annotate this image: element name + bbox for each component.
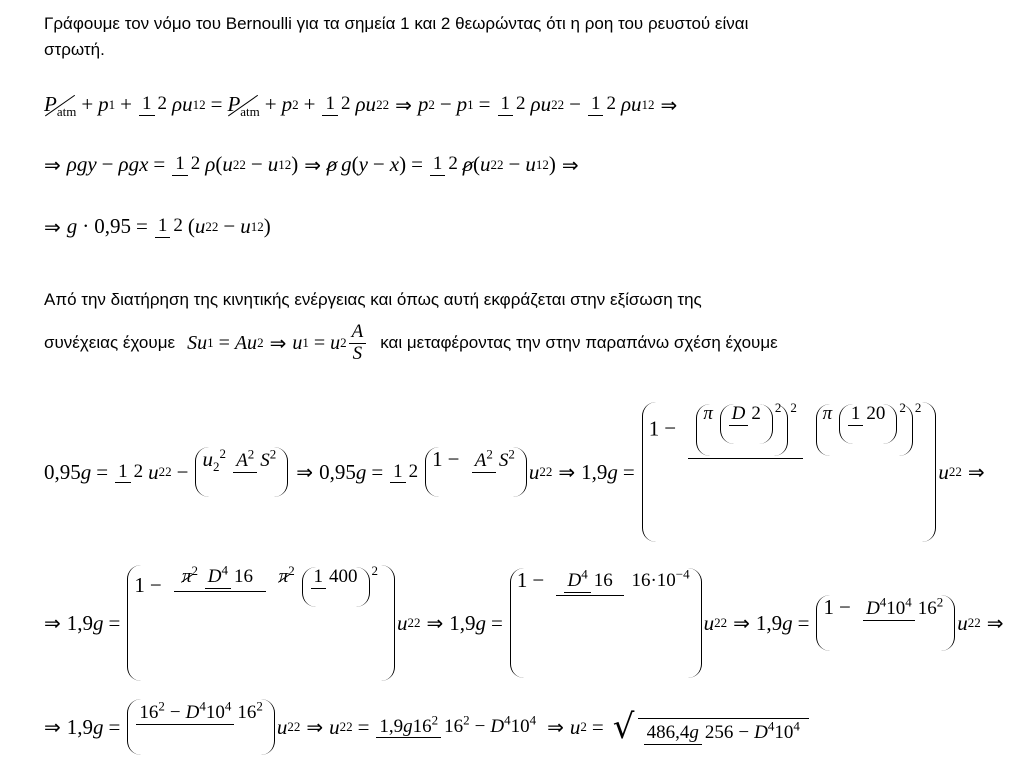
- derivation-line-5: ⇒ 1,9 g = $1 - \pi^2$ $D^4$ 16 $\pi^2$ 1 400 $^2$ u 2 2 ⇒ 1,9 g = $1 - D^4$ 16 $16\cdot 10^{-4}$ u 2 2 ⇒ 1,9 g = $1 - D^410^4$ $16^2$ u 2 2 ⇒: [44, 562, 1010, 684]
- derivation-line-6: ⇒ 1,9 g = $16^2 - D^410^4$ $16^2$ u 2 2 ⇒ u 2 2 = $1,9g16^2$ $16^2 - D^410^4$ ⇒ u 2 = √ 486,4g $256 - D^410^4$: [44, 696, 809, 758]
- continuity-equation: Su 1 = Au 2 ⇒ u 1 = u 2 $\frac{A}{S}$: [187, 322, 368, 365]
- intro-text-line-2: στρωτή.: [44, 40, 105, 59]
- bernoulli-equation-line-2: ⇒ ρgy − ρgx = 1 2 ρ ( u 2 2 − u 1 2 ) ⇒ ρ g ( y − x ) = 1 2 ρ ( u 2 2 − u 1 2 ) ⇒: [44, 152, 579, 177]
- derivation-line-4: 0,95 g = 1 2 u 2 2 − $u_2^2$ $A^2$ $S^2$ ⇒ 0,95 g = 1 2 $1 - A^2$ $S^2$ u 2 2 ⇒ 1,9 g = 1 − π D 2 $^2$ $^2$ π 1 20 $^2$ $^2$ u 2 2 ⇒: [44, 398, 991, 546]
- bernoulli-equation-line-3: ⇒ g · 0,95 = 1 2 ( u 2 2 − u 1 2 ): [44, 214, 271, 239]
- continuity-text-suffix: και μεταφέροντας την στην παραπάνω σχέση έχουμε: [380, 333, 778, 353]
- bernoulli-equation-line-1: $P_{atm}$ + p 1 + 1 2 ρu 1 2 = $P_{atm}$ + p 2 + 1 2 ρu 2 2 ⇒ p 2 − p 1 = 1 2 ρu 2 2 − 1 2 ρu 1 2 ⇒: [44, 92, 678, 120]
- continuity-text-line-2: [44, 322, 778, 365]
- square-root: √ 486,4g $256 - D^410^4$: [613, 707, 809, 747]
- continuity-text-prefix: συνέχειας έχουμε: [44, 333, 176, 353]
- continuity-text-line-1: Από την διατήρηση της κινητικής ενέργειας και όπως αυτή εκφράζεται στην εξίσωση της: [44, 290, 702, 309]
- intro-text-line-1: Γράφουμε τον νόμο του Bernoulli για τα σημεία 1 και 2 θεωρώντας ότι η ροη του ρευστού είναι: [44, 14, 749, 33]
